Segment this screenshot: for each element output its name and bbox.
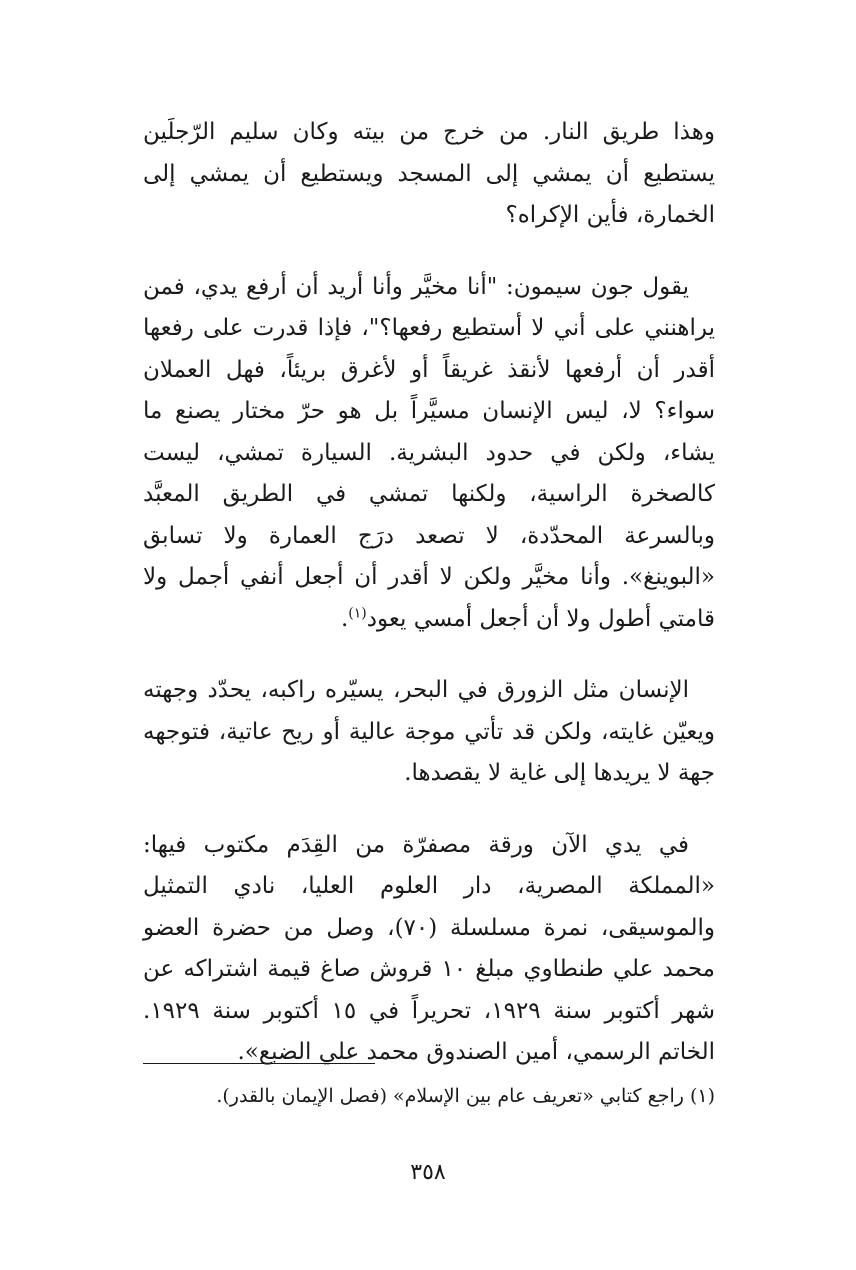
paragraph-1: وهذا طريق النار. من خرج من بيته وكان سليم الرّجلَين يستطيع أن يمشي إلى المسجد ويستطيع أن يمشي إلى الخمارة، فأين الإكراه؟: [143, 119, 715, 228]
paragraph-2-end: .: [340, 605, 349, 632]
paragraph-gap: [143, 640, 715, 670]
paragraph-3: الإنسان مثل الزورق في البحر، يسيّره راكبه، يحدّد وجهته ويعيّن غايته، ولكن قد تأتي موجة عالية أو ريح عاتية، فتوجهه جهة لا يريدها إلى غاية لا يقصدها.: [143, 677, 715, 786]
paragraph-2-text: يقول جون سيمون: "أنا مخيَّر وأنا أريد أن أرفع يدي، فمن يراهنني على أني لا أستطيع رفعها؟"، فإذا قدرت على رفعها أقدر أن أرفعها لأنقذ غريقاً أو لأغرق بريئاً، فهل العملان سواء؟ لا، ليس الإنسان مسيَّراً بل هو حرّ مختار يصنع ما يشاء، ولكن في حدود البشرية. السيارة تمشي، ليست كالصخرة الراسية، ولكنها تمشي في الطريق المعبَّد وبالسرعة المحدّدة، لا تصعد درَج العمارة ولا تسابق «البوينغ». وأنا مخيَّر ولكن لا أقدر أن أجعل أنفي أجمل ولا قامتي أطول ولا أن أجعل أمسي يعود: [143, 273, 715, 632]
paragraph-gap: [143, 237, 715, 267]
paragraph-2: [143, 267, 715, 641]
page-body: [143, 112, 715, 1074]
footnote: (١) راجع كتابي «تعريف عام بين الإسلام» (فصل الإيمان بالقدر).: [216, 1085, 715, 1107]
page-number: ٣٥٨: [410, 1160, 446, 1185]
paragraph-4: في يدي الآن ورقة مصفرّة من القِدَم مكتوب فيها: «المملكة المصرية، دار العلوم العليا، نادي التمثيل والموسيقى، نمرة مسلسلة (٧٠)، وصل من حضرة العضو محمد علي طنطاوي مبلغ ١٠ قروش صاغ قيمة اشتراكه عن شهر أكتوبر سنة ١٩٢٩، تحريراً في ١٥ أكتوبر سنة ١٩٢٩. الخاتم الرسمي، أمين الصندوق محمد علي الضبع».: [143, 831, 715, 1065]
footnote-divider: [143, 1063, 375, 1064]
footnote-reference: (١): [348, 604, 367, 621]
paragraph-gap: [143, 795, 715, 825]
